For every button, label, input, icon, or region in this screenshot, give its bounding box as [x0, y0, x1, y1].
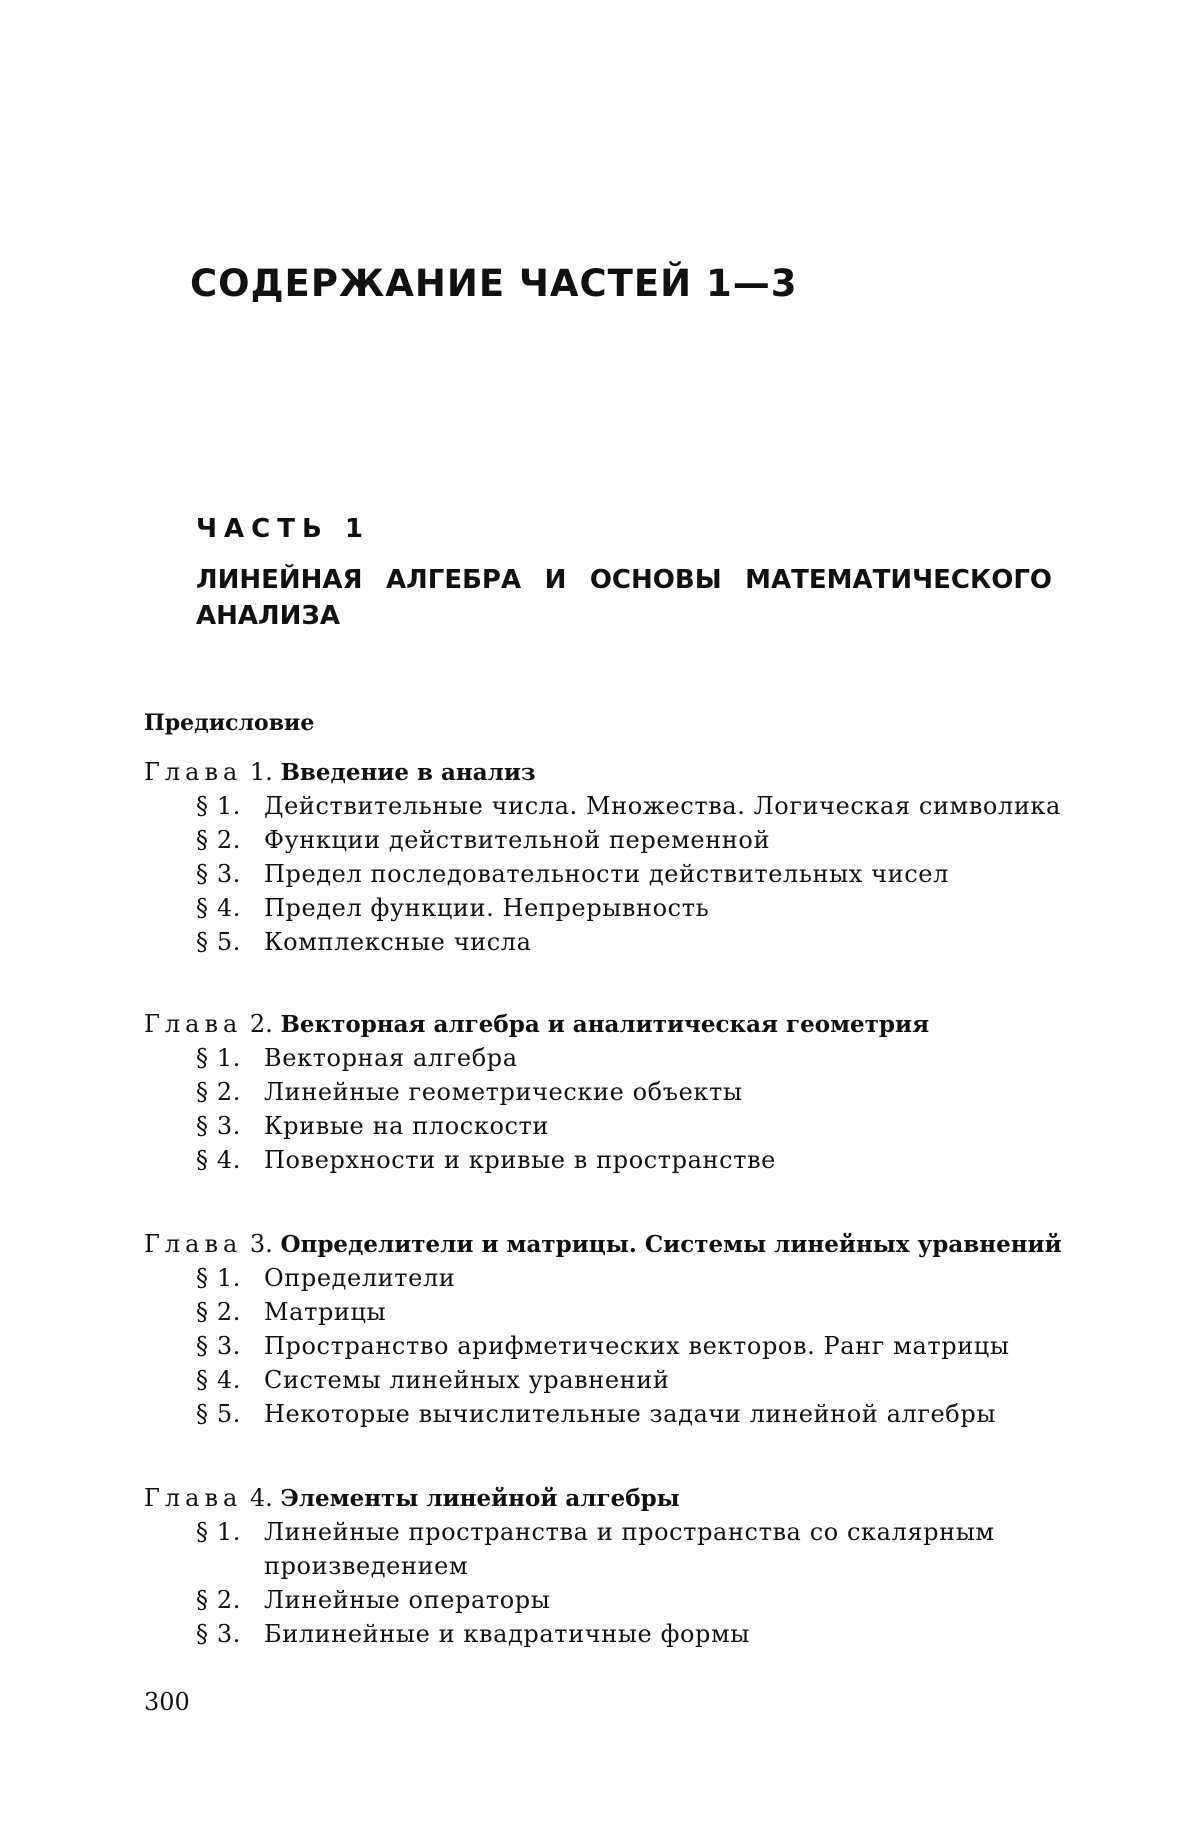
- section-title: Системы линейных уравнений: [264, 1366, 670, 1394]
- section-number: § 3.: [196, 1620, 241, 1648]
- section-title: Кривые на плоскости: [264, 1112, 550, 1140]
- section-title: Матрицы: [264, 1298, 387, 1326]
- chapter-heading-4: [144, 1484, 680, 1512]
- section-entry: [196, 1298, 386, 1326]
- section-entry: [196, 1620, 750, 1648]
- section-number: § 1.: [196, 1264, 241, 1292]
- chapter-number: 1.: [249, 758, 273, 786]
- chapter-heading-3: [144, 1230, 1062, 1258]
- section-entry: [196, 1366, 669, 1394]
- section-entry: [196, 792, 1061, 820]
- section-title: Предел функции. Непрерывность: [264, 894, 710, 922]
- part-title-line-1: ЛИНЕЙНАЯ АЛГЕБРА И ОСНОВЫ МАТЕМАТИЧЕСКОГО: [196, 565, 1052, 595]
- section-entry: [196, 860, 949, 888]
- section-number: § 2.: [196, 826, 241, 854]
- section-number: § 1.: [196, 1044, 241, 1072]
- chapter-word: Глава: [144, 1230, 243, 1258]
- chapter-heading-2: [144, 1010, 929, 1038]
- section-title: Некоторые вычислительные задачи линейной алгебры: [264, 1400, 997, 1428]
- section-entry: [196, 826, 770, 854]
- chapter-title: Элементы линейной алгебры: [280, 1485, 680, 1512]
- section-number: § 1.: [196, 792, 241, 820]
- section-title: Поверхности и кривые в пространстве: [264, 1146, 776, 1174]
- section-number: § 5.: [196, 1400, 241, 1428]
- section-title: Линейные операторы: [264, 1586, 551, 1614]
- section-title: Действительные числа. Множества. Логическая символика: [264, 792, 1061, 820]
- section-title: Пространство арифметических векторов. Ранг матрицы: [264, 1332, 1010, 1360]
- section-entry: [196, 1332, 1010, 1360]
- section-entry: [196, 894, 709, 922]
- chapter-number: 2.: [249, 1010, 273, 1038]
- section-number: § 4.: [196, 894, 241, 922]
- chapter-word: Глава: [144, 1484, 243, 1512]
- chapter-heading-1: [144, 758, 536, 786]
- preface-entry: Предисловие: [144, 710, 315, 736]
- section-number: § 4.: [196, 1366, 241, 1394]
- section-title-continuation: произведением: [264, 1552, 469, 1580]
- section-title: Векторная алгебра: [264, 1044, 518, 1072]
- part-label: ЧАСТЬ 1: [196, 514, 370, 544]
- part-title-line-2: АНАЛИЗА: [196, 601, 340, 631]
- section-title: Определители: [264, 1264, 456, 1292]
- chapter-word: Глава: [144, 758, 243, 786]
- section-entry: [196, 1400, 996, 1428]
- section-title: Функции действительной переменной: [264, 826, 771, 854]
- section-entry: [196, 1264, 455, 1292]
- section-number: § 5.: [196, 928, 241, 956]
- section-entry: [196, 1078, 743, 1106]
- section-entry: [196, 1146, 776, 1174]
- section-number: § 4.: [196, 1146, 241, 1174]
- section-entry: [196, 1586, 550, 1614]
- section-title: Линейные геометрические объекты: [264, 1078, 743, 1106]
- section-entry: [196, 1112, 549, 1140]
- section-number: § 2.: [196, 1586, 241, 1614]
- section-title: Линейные пространства и пространства со скалярным: [264, 1518, 995, 1546]
- section-number: § 2.: [196, 1078, 241, 1106]
- section-entry: [196, 1518, 995, 1546]
- chapter-title: Введение в анализ: [280, 759, 536, 786]
- chapter-number: 3.: [249, 1230, 273, 1258]
- section-entry: [196, 1044, 518, 1072]
- page-title: СОДЕРЖАНИЕ ЧАСТЕЙ 1—3: [190, 262, 798, 305]
- section-number: § 2.: [196, 1298, 241, 1326]
- section-number: § 1.: [196, 1518, 241, 1546]
- chapter-number: 4.: [249, 1484, 273, 1512]
- section-title: Билинейные и квадратичные формы: [264, 1620, 750, 1648]
- section-entry: [196, 928, 532, 956]
- section-number: § 3.: [196, 1332, 241, 1360]
- section-title: Комплексные числа: [264, 928, 532, 956]
- section-number: § 3.: [196, 1112, 241, 1140]
- chapter-word: Глава: [144, 1010, 243, 1038]
- page-number: 300: [144, 1688, 190, 1716]
- chapter-title: Векторная алгебра и аналитическая геометрия: [280, 1011, 930, 1038]
- chapter-title: Определители и матрицы. Системы линейных уравнений: [280, 1231, 1062, 1258]
- section-title: Предел последовательности действительных чисел: [264, 860, 949, 888]
- section-number: § 3.: [196, 860, 241, 888]
